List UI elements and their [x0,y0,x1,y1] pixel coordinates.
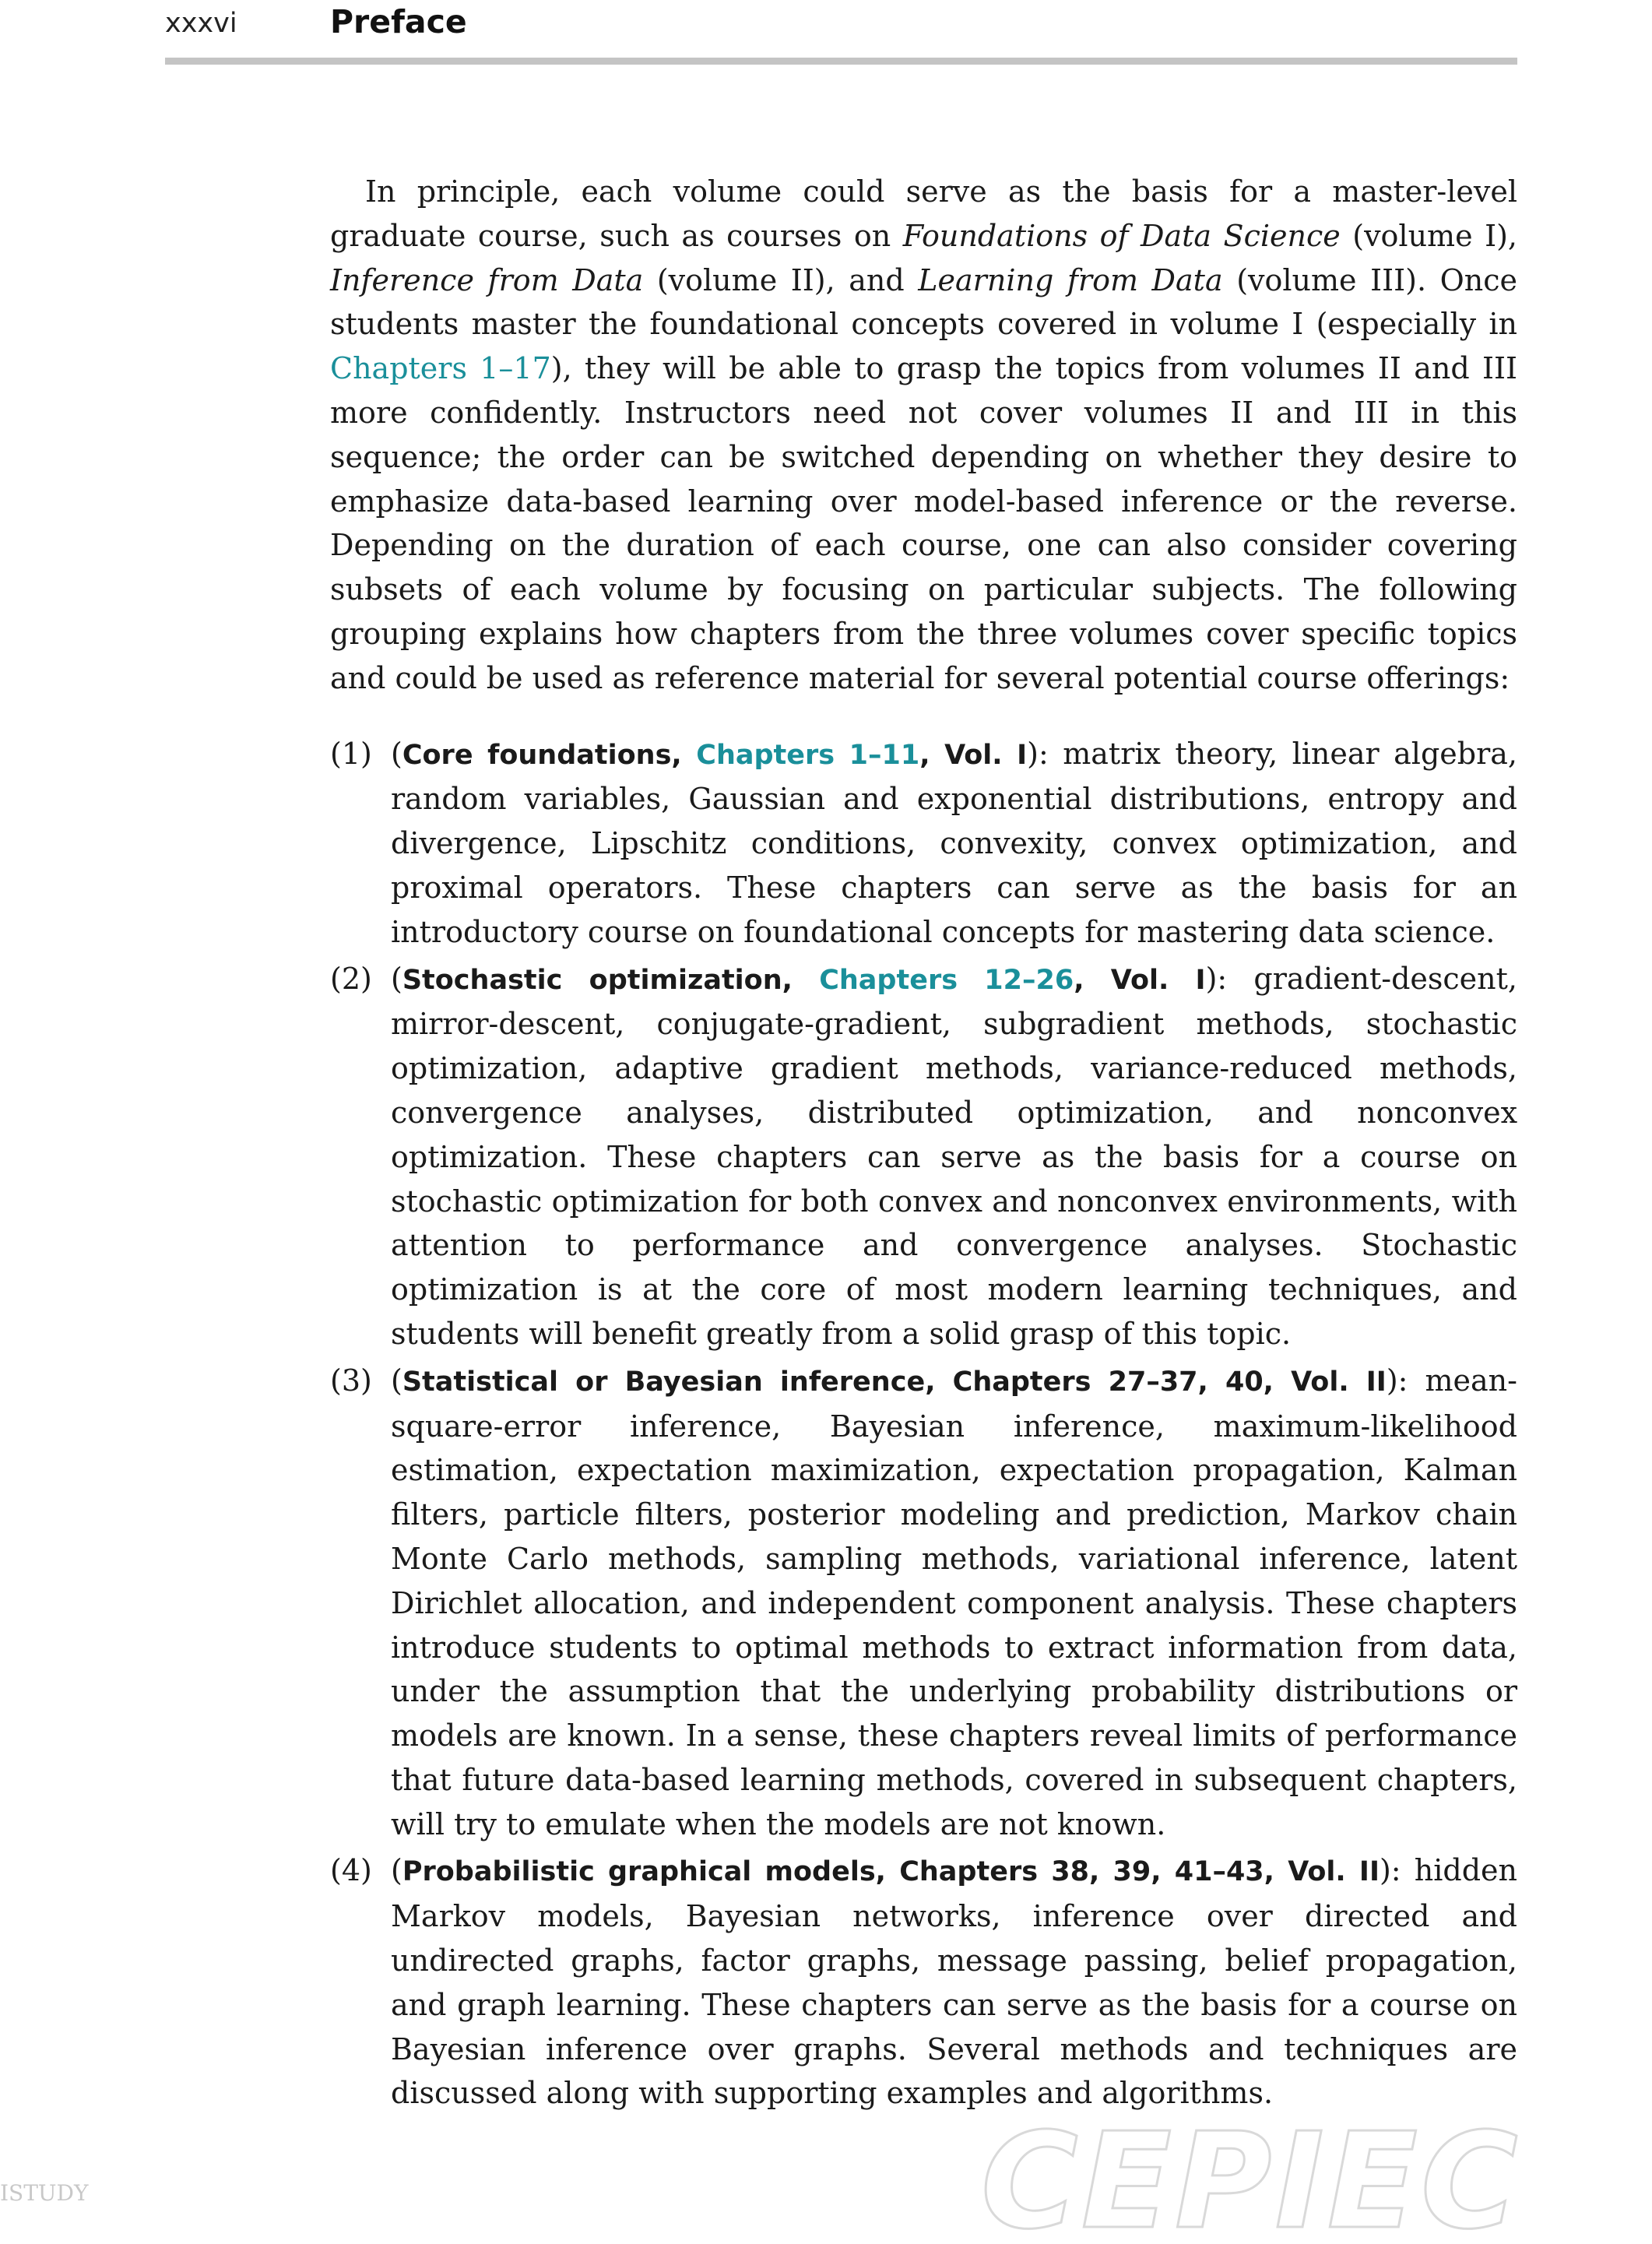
paren-open: ( [391,1853,402,1888]
paren-open: ( [391,736,402,771]
intro-text-1: In principle, each volume could serve as the basis for a master-level graduate course, such as courses on [330,174,1517,253]
item-volume: , Vol. I [919,739,1028,771]
item-chapters-link[interactable]: Chapters 12–26 [819,964,1074,996]
paren-open: ( [391,1363,402,1398]
intro-text-5: ), they will be able to grasp the topics from volumes II and III more confidently. Instructors need not cover volumes II and III in this sequence; the order can be switched depending on whether they desire to emphasize data-based learning over model-based inference or the reverse. Depending on the duration of each course, one can also consider covering subsets of each volume by focusing on particular subjects. The following grouping explains how chapters from the three volumes cover specific topics and could be used as reference material for several potential course offerings: [330,351,1517,695]
course-title-learning: Learning from Data [918,262,1223,297]
list-item [330,732,1517,955]
intro-text-3: (volume II), and [643,262,919,297]
list-item [330,957,1517,1356]
istudy-watermark: ISTUDY [0,2180,89,2206]
paren-open: ( [391,961,402,996]
item-heading-text: Core foundations, [402,739,697,771]
page-body [330,170,1517,2118]
item-description: gradient-descent, mirror-descent, conjugate-gradient, subgradient methods, stochastic optimization, adaptive gradient methods, variance-reduced methods, convergence analyses, distributed optimization, and nonconvex optimization. These chapters can serve as the basis for a course on stochastic optimization for both convex and nonconvex environments, with attention to performance and convergence analyses. Stochastic optimization is at the core of most modern learning techniques, and students will benefit greatly from a solid grasp of this topic. [391,961,1517,1351]
item-heading [402,1366,1387,1398]
item-heading-text: Statistical or Bayesian inference, Chapters 27–37, 40, Vol. II [402,1366,1387,1398]
item-number: (2) [330,961,372,996]
paren-close: ): [1379,1853,1415,1888]
course-title-inference: Inference from Data [330,262,644,297]
item-heading [402,740,1027,771]
header-rule [165,58,1517,65]
item-heading [402,965,1206,996]
chapters-link[interactable]: Chapters 1–17 [330,351,551,386]
item-description: mean-square-error inference, Bayesian inference, maximum-likelihood estimation, expectation maximization, expectation propagation, Kalman filters, particle filters, posterior modeling and prediction, Markov chain Monte Carlo methods, sampling methods, variational inference, latent Dirichlet allocation, and independent component analysis. These chapters introduce students to optimal methods to extract information from data, under the assumption that the underlying probability distributions or models are known. In a sense, these chapters reveal limits of performance that future data-based learning methods, covered in subsequent chapters, will try to emulate when the models are not known. [391,1363,1517,1841]
intro-paragraph [330,170,1517,701]
intro-text-4: (volume III). Once students master the foundational concepts covered in volume I (especially in [330,262,1518,342]
item-number: (3) [330,1363,372,1398]
item-heading-text: Stochastic optimization, [402,964,820,996]
item-number: (1) [330,736,372,771]
item-description: hidden Markov models, Bayesian networks, inference over directed and undirected graphs, factor graphs, message passing, belief propagation, and graph learning. These chapters can serve as the basis for a course on Bayesian inference over graphs. Several methods and techniques are discussed along with supporting examples and algorithms. [391,1853,1517,2111]
item-volume: , Vol. I [1074,964,1206,996]
intro-text-2: (volume I), [1340,218,1517,253]
cepiec-watermark-logo [965,2118,1650,2242]
item-description: matrix theory, linear algebra, random variables, Gaussian and exponential distributions, entropy and divergence, Lipschitz conditions, convexity, convex optimization, and proximal operators. These chapters can serve as the basis for an introductory course on foundational concepts for mastering data science. [391,736,1517,949]
course-grouping-list [330,732,1517,2116]
course-title-foundations: Foundations of Data Science [902,218,1341,253]
list-item [330,1359,1517,1847]
page-number: xxxvi [165,8,237,39]
running-head: Preface [330,3,467,40]
paren-close: ): [1027,736,1063,771]
item-heading-text: Probabilistic graphical models, Chapters 38, 39, 41–43, Vol. II [402,1856,1380,1888]
paren-close: ): [1386,1363,1425,1398]
item-number: (4) [330,1853,372,1888]
item-heading [402,1856,1380,1887]
paren-close: ): [1205,961,1254,996]
item-chapters-link[interactable]: Chapters 1–11 [696,739,920,771]
cepiec-logo-text: CEPIEC [981,2118,1521,2242]
list-item [330,1848,1517,2116]
